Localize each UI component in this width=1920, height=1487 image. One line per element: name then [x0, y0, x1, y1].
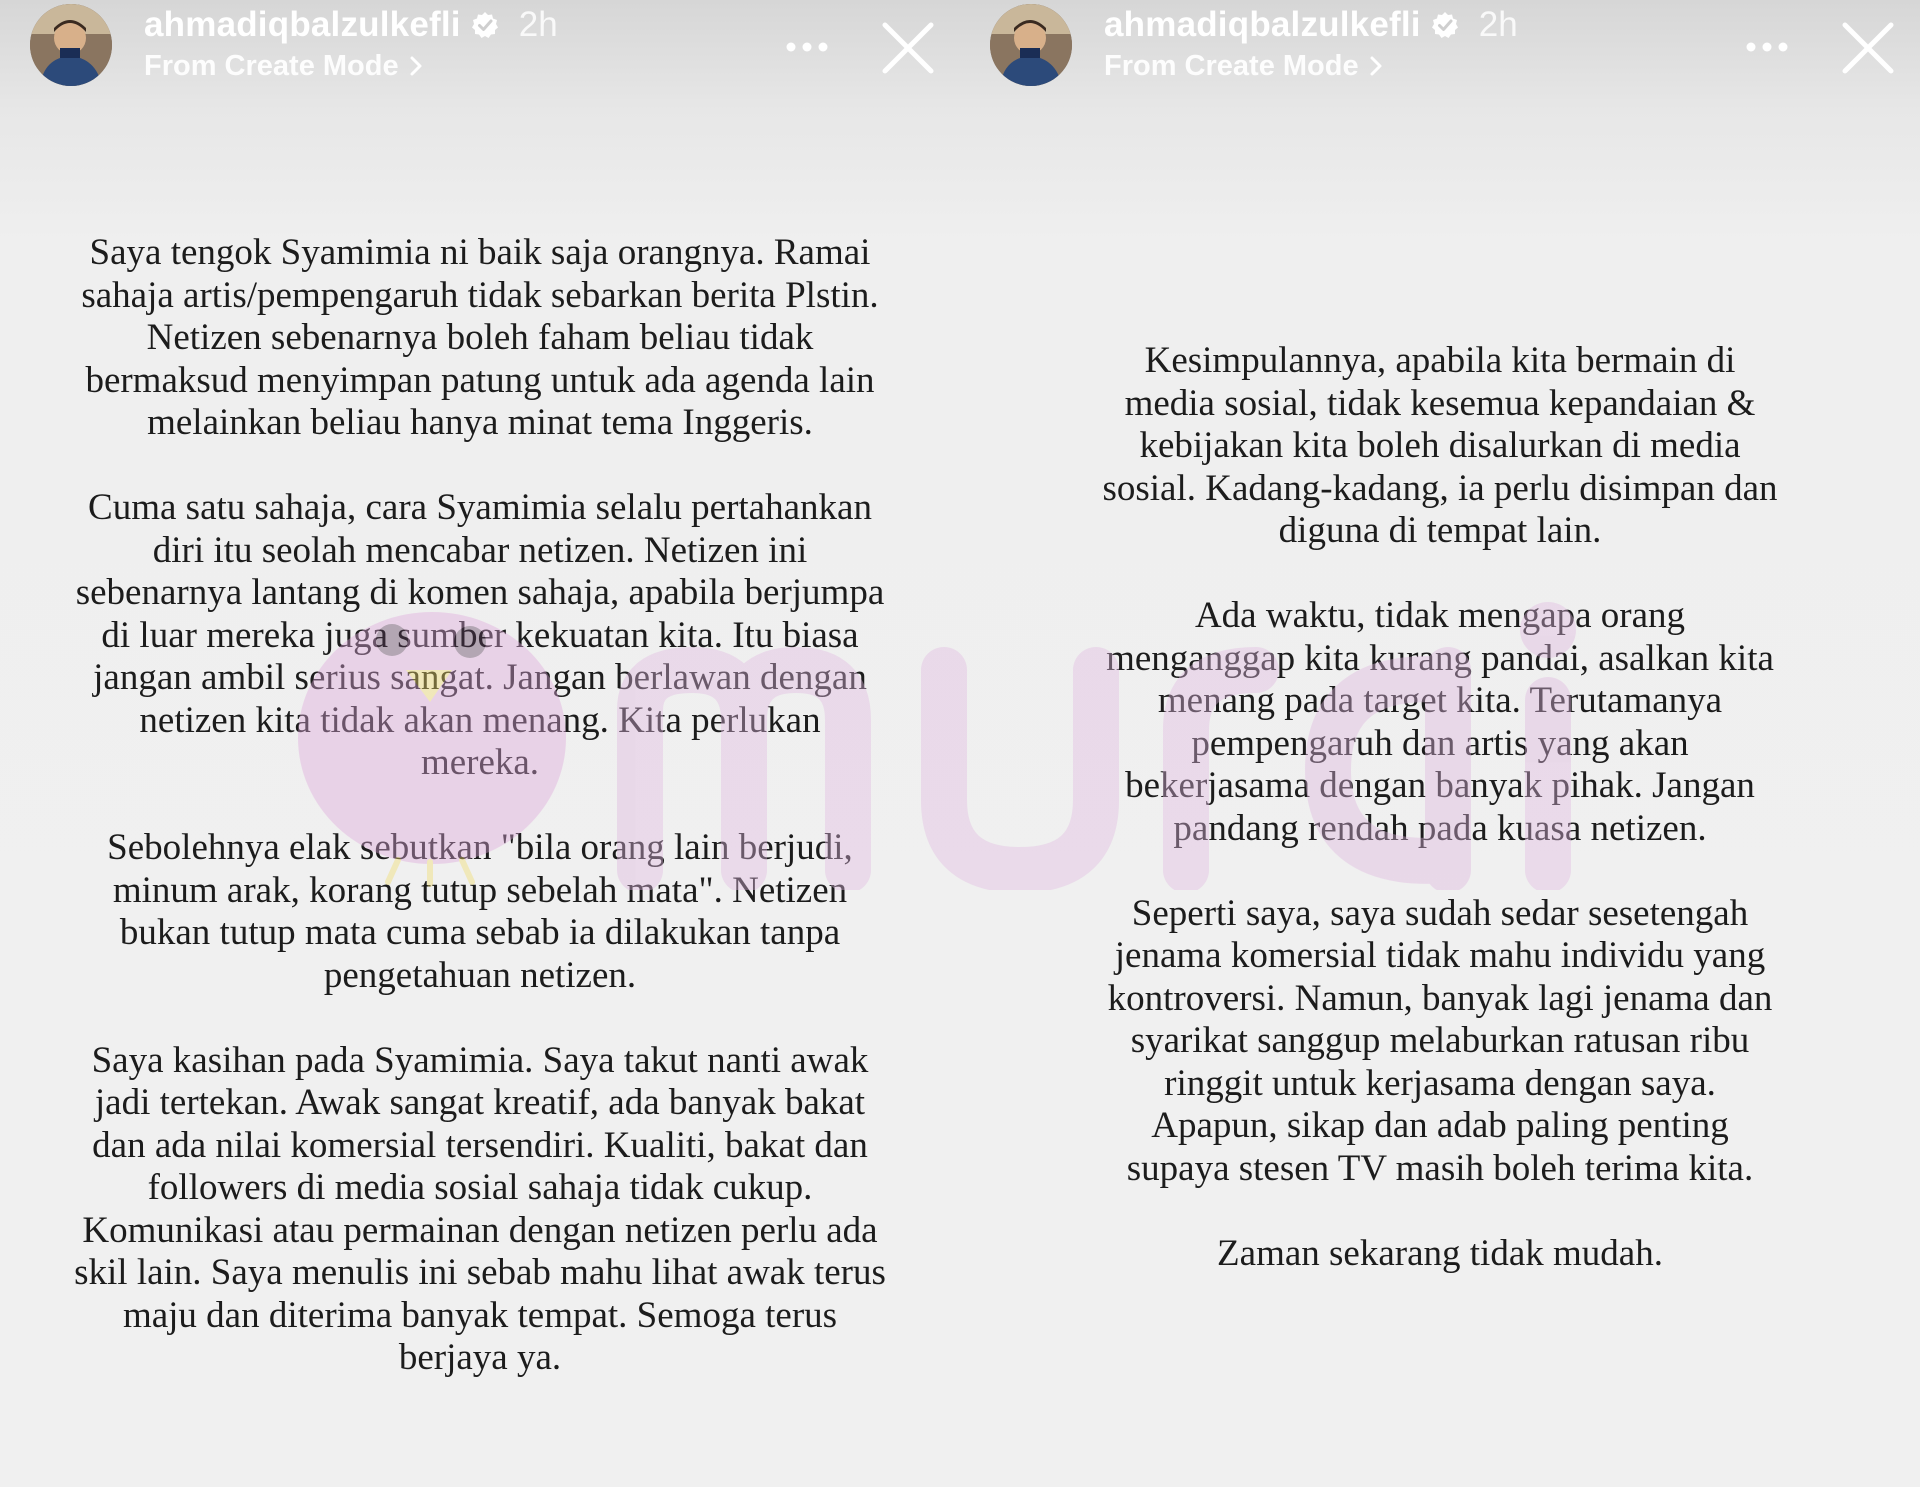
profile-avatar[interactable]	[990, 4, 1072, 86]
avatar-image	[30, 4, 112, 86]
text-line: Apapun, sikap dan adab paling penting	[1151, 1105, 1729, 1146]
text-line: jenama komersial tidak mahu individu yang	[1114, 935, 1766, 976]
text-line: sahaja artis/pempengaruh tidak sebarkan berita Plstin.	[81, 274, 879, 316]
paragraph	[40, 487, 920, 785]
close-icon	[1840, 20, 1896, 76]
story-text	[1000, 340, 1880, 1275]
verified-badge-icon	[471, 11, 499, 39]
paragraph	[1000, 893, 1880, 1191]
text-line: minum arak, korang tutup sebelah mata". Netizen	[112, 869, 848, 911]
text-line: kebijakan kita boleh disalurkan di media	[1139, 425, 1741, 466]
text-line: berjaya ya.	[398, 1337, 562, 1378]
paragraph	[1000, 595, 1880, 850]
text-line: Seperti saya, saya sudah sedar sesetengah	[1131, 892, 1749, 934]
text-line: supaya stesen TV masih boleh terima kita.	[1126, 1147, 1754, 1189]
text-line: syarikat sanggup melaburkan ratusan ribu	[1130, 1020, 1750, 1061]
text-line: menang pada target kita. Terutamanya	[1157, 680, 1723, 721]
close-button[interactable]	[1840, 20, 1896, 76]
text-line: bukan tutup mata cuma sebab ia dilakukan tanpa	[119, 912, 841, 953]
text-line: sosial. Kadang-kadang, ia perlu disimpan dan	[1102, 467, 1778, 509]
text-line: Zaman sekarang tidak mudah.	[1217, 1232, 1663, 1274]
text-line: melainkan beliau hanya minat tema Inggeris.	[147, 402, 813, 443]
text-line: Cuma satu sahaja, cara Syamimia selalu pertahankan	[88, 487, 872, 528]
text-line: bermaksud menyimpan patung untuk ada agenda lain	[85, 359, 875, 401]
create-mode-link[interactable]	[144, 48, 423, 84]
more-options-icon	[785, 41, 829, 53]
more-options-button[interactable]	[782, 22, 832, 72]
paragraph	[40, 827, 920, 997]
text-line: maju dan diterima banyak tempat. Semoga terus	[122, 1294, 838, 1336]
paragraph	[1000, 1233, 1880, 1276]
chevron-right-icon	[1369, 55, 1383, 77]
text-line: followers di media sosial sahaja tidak cukup.	[147, 1167, 813, 1208]
text-line: Saya kasihan pada Syamimia. Saya takut nanti awak	[91, 1039, 869, 1081]
text-line: pandang rendah pada kuasa netizen.	[1173, 807, 1707, 849]
username-row	[1104, 2, 1518, 48]
username[interactable]: ahmadiqbalzulkefli	[1104, 5, 1421, 44]
close-icon	[880, 20, 936, 76]
paragraph	[40, 1040, 920, 1380]
text-line: media sosial, tidak kesemua kepandaian &	[1124, 382, 1756, 424]
profile-avatar[interactable]	[30, 4, 112, 86]
text-line: sebenarnya lantang di komen sahaja, apabila berjumpa	[75, 572, 885, 613]
text-line: jadi tertekan. Awak sangat kreatif, ada banyak bakat	[94, 1082, 866, 1123]
more-options-button[interactable]	[1742, 22, 1792, 72]
text-line: menganggap kita kurang pandai, asalkan kita	[1106, 637, 1774, 679]
username[interactable]: ahmadiqbalzulkefli	[144, 5, 461, 44]
more-options-icon	[1745, 41, 1789, 53]
avatar-image	[990, 4, 1072, 86]
text-line: Saya tengok Syamimia ni baik saja orangnya. Ramai	[89, 232, 871, 273]
paragraph	[40, 232, 920, 445]
text-line: diri itu seolah mencabar netizen. Netizen ini	[152, 529, 808, 571]
text-line: Sebolehnya elak sebutkan "bila orang lain berjudi,	[107, 827, 853, 868]
text-line: Ada waktu, tidak mengapa orang	[1194, 595, 1686, 636]
text-line: Netizen sebenarnya boleh faham beliau tidak	[146, 317, 814, 358]
text-line: skil lain. Saya menulis ini sebab mahu lihat awak terus	[74, 1252, 886, 1293]
paragraph	[1000, 340, 1880, 553]
text-line: Kesimpulannya, apabila kita bermain di	[1144, 340, 1736, 381]
text-line: ringgit untuk kerjasama dengan saya.	[1164, 1062, 1716, 1104]
text-line: Komunikasi atau permainan dengan netizen perlu ada	[82, 1209, 878, 1251]
close-button[interactable]	[880, 20, 936, 76]
text-line: jangan ambil serius sangat. Jangan berlawan dengan	[93, 657, 867, 698]
create-mode-label: From Create Mode	[144, 49, 399, 82]
story-header	[0, 0, 960, 100]
username-row	[144, 2, 558, 48]
create-mode-label: From Create Mode	[1104, 49, 1359, 82]
post-time: 2h	[518, 5, 558, 44]
post-time: 2h	[1478, 5, 1518, 44]
text-line: mereka.	[420, 742, 540, 783]
text-line: netizen kita tidak akan menang. Kita perlukan	[139, 699, 821, 741]
text-line: di luar mereka juga sumber kekuatan kita. Itu biasa	[101, 614, 859, 656]
text-line: dan ada nilai komersial tersendiri. Kualiti, bakat dan	[92, 1124, 868, 1166]
chevron-right-icon	[409, 55, 423, 77]
story-header	[960, 0, 1920, 100]
verified-badge-icon	[1431, 11, 1459, 39]
story-panel-right	[960, 0, 1920, 1487]
text-line: bekerjasama dengan banyak pihak. Jangan	[1125, 765, 1755, 806]
text-line: pempengaruh dan artis yang akan	[1191, 722, 1689, 764]
story-text	[40, 232, 920, 1380]
text-line: diguna di tempat lain.	[1278, 510, 1602, 551]
create-mode-link[interactable]	[1104, 48, 1383, 84]
text-line: pengetahuan netizen.	[323, 954, 637, 996]
text-line: kontroversi. Namun, banyak lagi jenama dan	[1107, 977, 1773, 1019]
